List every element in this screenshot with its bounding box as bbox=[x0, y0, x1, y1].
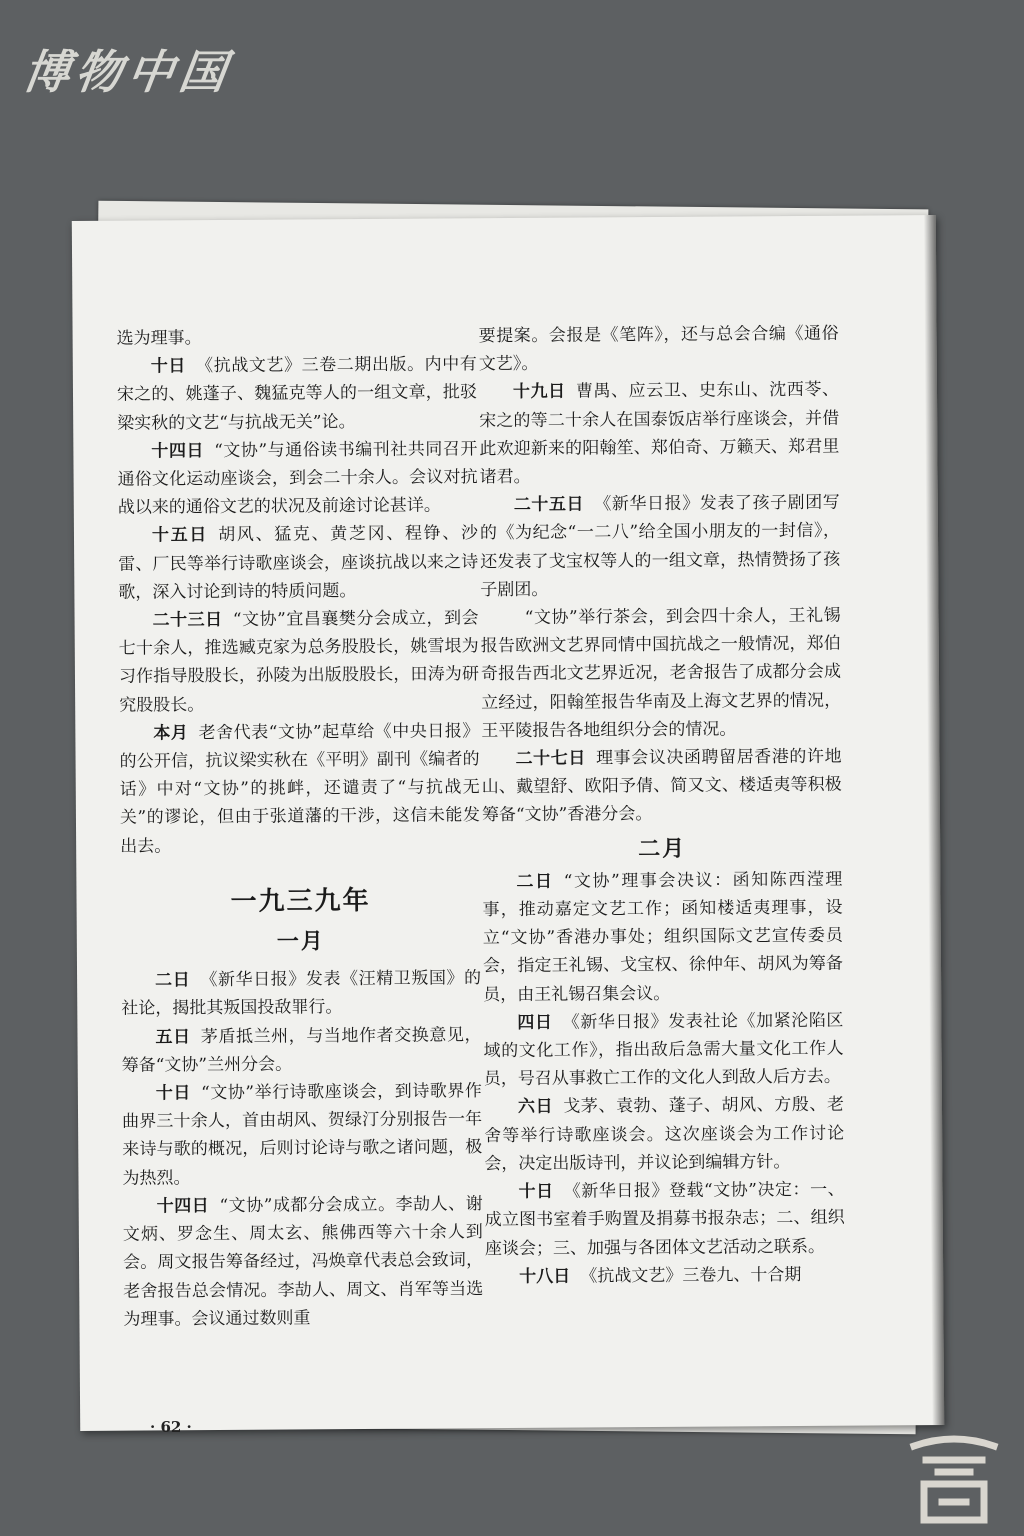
entry-text: 戈茅、袁勃、蓬子、胡风、方殷、老舍等举行诗歌座谈会。这次座谈会为工作讨论会，决定出版诗刊，并议论到编辑方针。 bbox=[484, 1095, 845, 1175]
entry-text: 老舍代表“文协”起草给《中央日报》的公开信，抗议梁实秋在《平明》副刊《编者的话》中对“文协”的挑衅，还谴责了“与抗战无关”的谬论，但由于张道藩的干涉，这信未能发出去。 bbox=[119, 721, 481, 857]
list-item bbox=[122, 1077, 483, 1192]
list-item bbox=[485, 1260, 845, 1291]
entry-date: 二日 bbox=[155, 970, 191, 991]
entry-text: “文协”举行诗歌座谈会，到诗歌界作曲界三十余人，首由胡风、贺绿汀分别报告一年来诗与歌的概况，后则讨论诗与歌之诸问题，极为热烈。 bbox=[122, 1081, 483, 1189]
year-heading: 一九三九年 bbox=[230, 885, 371, 917]
left-column bbox=[117, 322, 484, 1333]
list-item bbox=[117, 350, 478, 437]
list-item bbox=[480, 602, 841, 746]
list-item bbox=[479, 376, 840, 491]
entry-date: 十日 bbox=[150, 356, 187, 377]
document-page bbox=[72, 215, 944, 1431]
list-item bbox=[482, 866, 843, 1010]
month-heading-january: 一月 bbox=[276, 928, 325, 955]
entry-text: 曹禺、应云卫、史东山、沈西苓、宋之的等二十余人在国泰饭店举行座谈会，并借此欢迎新来的阳翰笙、郑伯奇、万籁天、郑君里诸君。 bbox=[479, 380, 840, 488]
entry-text: “文协”与通俗读书编刊社共同召开通俗文化运动座谈会，到会二十余人。会议对抗战以来的通俗文艺的状况及前途讨论甚详。 bbox=[117, 439, 478, 518]
list-item bbox=[117, 435, 478, 522]
entry-date: 二十五日 bbox=[513, 494, 585, 516]
left-intro: 选为理事。 bbox=[116, 328, 202, 349]
entry-date: 二十七日 bbox=[515, 748, 586, 769]
entry-text: 《新华日报》发表了孩子剧团写的《为纪念“一二八”给全国小朋友的一封信》，还发表了戈宝权等人的一组文章，热情赞扬了孩子剧团。 bbox=[479, 492, 841, 601]
page-number: · 62 · bbox=[150, 1418, 192, 1436]
list-item bbox=[484, 1176, 845, 1263]
entry-text: 《抗战文艺》三卷九、十合期 bbox=[580, 1264, 802, 1287]
entry-date: 十五日 bbox=[151, 525, 209, 546]
list-item bbox=[481, 743, 842, 830]
entry-date: 本月 bbox=[153, 723, 189, 744]
entry-date: 十日 bbox=[518, 1181, 554, 1203]
entry-date: 二十三日 bbox=[152, 610, 223, 631]
watermark-text: 博物中国 bbox=[19, 45, 236, 99]
right-column bbox=[479, 320, 846, 1291]
list-item bbox=[119, 717, 480, 861]
list-item bbox=[121, 964, 481, 1023]
list-item bbox=[484, 1091, 845, 1178]
entry-text: 《新华日报》登载“文协”决定：一、成立图书室着手购置及捐募书报杂志；二、组织座谈会；三、加强与各团体文艺活动之联系。 bbox=[484, 1179, 845, 1259]
entry-text: “文协”宜昌襄樊分会成立，到会七十余人，推选臧克家为总务股股长，姚雪垠为习作指导股股长，孙陵为出版股股长，田涛为研究股股长。 bbox=[118, 608, 480, 716]
entry-text: 茅盾抵兰州，与当地作者交换意见，筹备“文协”兰州分会。 bbox=[121, 1024, 482, 1076]
entry-text: 《新华日报》发表《汪精卫叛国》的社论，揭批其叛国投敌罪行。 bbox=[121, 968, 482, 1020]
entry-date: 十九日 bbox=[512, 381, 566, 403]
month-heading-february: 二月 bbox=[638, 835, 687, 862]
entry-date: 十四日 bbox=[151, 440, 205, 462]
entry-date: 十日 bbox=[155, 1083, 191, 1104]
entry-date: 五日 bbox=[155, 1026, 191, 1048]
list-item bbox=[121, 1021, 481, 1080]
list-item bbox=[483, 1007, 844, 1094]
entry-date: 十四日 bbox=[156, 1195, 210, 1217]
list-item bbox=[480, 489, 841, 604]
entry-text: 《抗战文艺》三卷二期出版。内中有宋之的、姚蓬子、魏猛克等人的一组文章，批驳梁实秋的文艺“与抗战无关”论。 bbox=[116, 354, 478, 434]
entry-text: 理事会议决函聘留居香港的许地山、戴望舒、欧阳予倩、简又文、楼适夷等积极筹备“文协”香港分会。 bbox=[481, 746, 842, 826]
entry-text: “文协”举行茶会，到会四十余人，王礼锡报告欧洲文艺界同情中国抗战之一般情况，郑伯奇报告西北文艺界近况，老舍报告了成都分会成立经过，阳翰笙报告华南及上海文艺界的情况，王平陵报告各地组织分会的情况。 bbox=[480, 605, 842, 742]
entry-date: 二日 bbox=[516, 871, 554, 892]
right-intro: 要提案。会报是《笔阵》，还与总会合编《通俗文艺》。 bbox=[478, 323, 839, 375]
entry-date: 十八日 bbox=[519, 1266, 571, 1287]
entry-text: “文协”理事会决议：函知陈西滢理事，推动嘉定文艺工作；函知楼适夷理事，设立“文协”香港办事处；组织国际文艺宣传委员会，指定王礼锡、戈宝权、徐仲年、胡风为筹备员，由王礼锡召集会议。 bbox=[482, 869, 844, 1005]
list-item bbox=[123, 1190, 484, 1334]
entry-text: 胡风、猛克、黄芝冈、程铮、沙雷、厂民等举行诗歌座谈会，座谈抗战以来之诗歌，深入讨论到诗的特质问题。 bbox=[118, 523, 479, 603]
entry-date: 四日 bbox=[517, 1012, 553, 1033]
list-item bbox=[118, 520, 479, 607]
list-item bbox=[118, 604, 479, 719]
museum-logo-icon bbox=[906, 1428, 1002, 1528]
entry-text: 《新华日报》发表社论《加紧沦陷区域的文化工作》，指出敌后急需大量文化工作人员，号召从事救亡工作的文化人到敌人后方去。 bbox=[483, 1010, 844, 1090]
entry-date: 六日 bbox=[517, 1097, 554, 1118]
entry-text: “文协”成都分会成立。李劼人、谢文炳、罗念生、周太玄、熊佛西等六十余人到会。周文报告筹备经过，冯焕章代表总会致词，老舍报告总会情况。李劼人、周文、肖军等当选为理事。会议通过数则重 bbox=[122, 1194, 484, 1330]
